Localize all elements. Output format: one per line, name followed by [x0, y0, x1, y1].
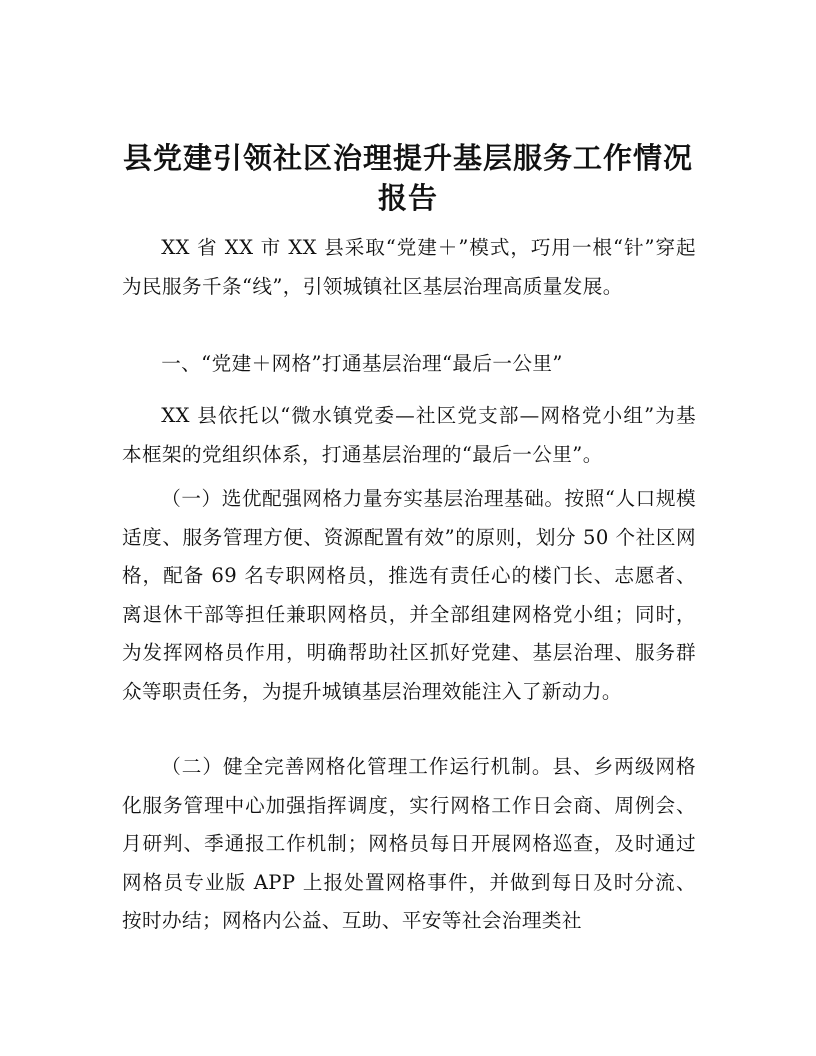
subsection-paragraph-1: （一）选优配强网格力量夯实基层治理基础。按照“人口规模适度、服务管理方便、资源配置有效”的原则，划分 50 个社区网格，配备 69 名专职网格员，推选有责任心的楼门长、志愿者、离退休干部等担任兼职网格员，并全部组建网格党小组；同时，为发挥网格员作用，明确帮助社区抓好党建、基层治理、服务群众等职责任务，为提升城镇基层治理效能注入了新动力。: [122, 487, 696, 703]
document-title: 县党建引领社区治理提升基层服务工作情况报告: [122, 141, 693, 215]
subsection-paragraph-2: （二）健全完善网格化管理工作运行机制。县、乡两级网格化服务管理中心加强指挥调度，实行网格工作日会商、周例会、月研判、季通报工作机制；网格员每日开展网格巡查，及时通过网格员专业版 APP 上报处置网格事件，并做到每日及时分流、按时办结；网格内公益、互助、平安等社会治理类社: [122, 755, 696, 932]
intro-paragraph: XX 省 XX 市 XX 县采取“党建＋”模式，巧用一根“针”穿起为民服务千条“线”，引领城镇社区基层治理高质量发展。: [122, 236, 696, 298]
section-heading-1: 一、“党建＋网格”打通基层治理“最后一公里”: [161, 352, 563, 375]
body-paragraph: XX 县依托以“微水镇党委—社区党支部—网格党小组”为基本框架的党组织体系，打通基层治理的“最后一公里”。: [122, 404, 696, 466]
